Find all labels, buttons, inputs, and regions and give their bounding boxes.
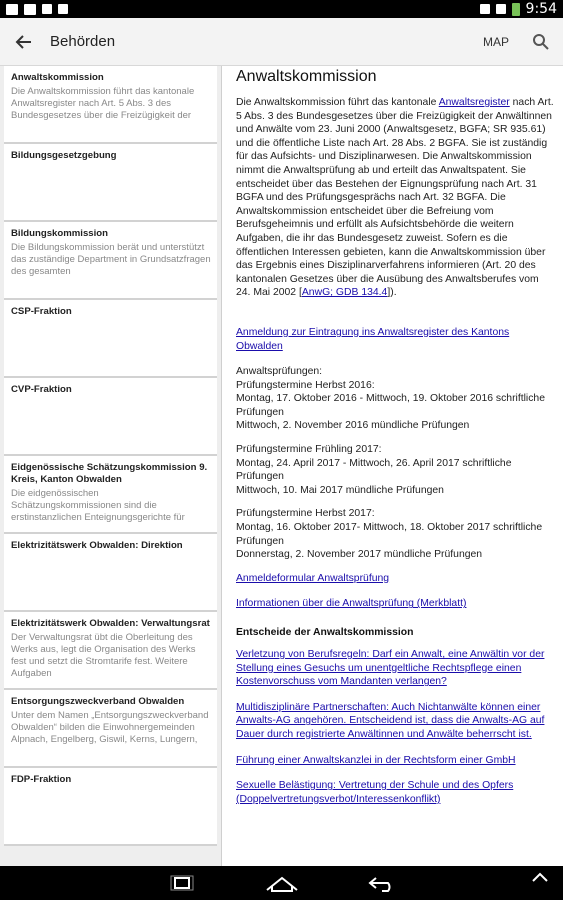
list-item[interactable] [4, 66, 217, 144]
anwaltsregister-link[interactable]: Anwaltsregister [438, 97, 510, 108]
shop-icon [58, 4, 68, 14]
pruefungen-heading: Anwaltsprüfungen: [236, 366, 323, 378]
list-item[interactable] [4, 144, 217, 222]
list-item-title: Bildungskommission [11, 228, 109, 239]
intro-text-1: Die Anwaltskommission führt das kantonale [236, 97, 439, 108]
detail-intro [236, 96, 554, 300]
wifi-icon [496, 4, 506, 14]
list-item-title: CVP-Fraktion [11, 384, 72, 395]
back-button[interactable] [0, 18, 48, 66]
notification-icon [6, 4, 18, 15]
list-item[interactable] [4, 300, 217, 378]
list-item-desc: Unter dem Namen „Entsorgungszweckverband Obwalden“ bilden die Einwohnergemeinden Alpnach, Engelberg, Giswil, Kerns, Lungern, [11, 710, 209, 745]
status-bar [0, 0, 563, 18]
list-item[interactable] [4, 222, 217, 300]
action-bar [0, 18, 563, 66]
intro-text-3: ]). [387, 287, 397, 299]
list-item[interactable] [4, 456, 217, 534]
anwg-link[interactable]: AnwG; GDB 134.4 [301, 287, 388, 299]
back-nav-icon [368, 874, 396, 892]
battery-icon [512, 3, 520, 16]
entscheid-link-1[interactable]: Verletzung von Berufsregeln: Darf ein Anwalt, eine Anwältin vor der Stellung eines Gesuchs um unentgeltliche Rechtspflege einen Kostenvorschuss vom Mandanten verlangen? [236, 649, 545, 688]
list-item[interactable] [4, 612, 217, 690]
merkblatt-link[interactable]: Informationen über die Anwaltsprüfung (Merkblatt) [236, 598, 467, 610]
list-item-desc: Die eidgenössischen Schätzungskommissionen sind die erstinstanzlichen Enteignungsgerichte für [11, 488, 185, 523]
page-title: Behörden [50, 33, 116, 50]
collapse-button[interactable] [531, 870, 549, 888]
list-item-desc: Der Verwaltungsrat übt die Oberleitung des Werks aus, legt die Organisation des Werks fest und setzt die Stromtarife fest. Weitere Aufgaben [11, 632, 196, 679]
list-item-title: CSP-Fraktion [11, 306, 72, 317]
authority-list [0, 66, 222, 866]
mail-icon [42, 4, 52, 14]
pruefung-fruehling-2017: Prüfungstermine Frühling 2017: Montag, 24. April 2017 - Mittwoch, 26. April 2017 schriftliche Prüfungen Mittwoch, 10. Mai 2017 mündliche Prüfungen [236, 444, 512, 496]
list-item-title: Entsorgungszweckverband Obwalden [11, 696, 185, 707]
mute-icon [480, 4, 490, 14]
anmeldung-link[interactable]: Anmeldung zur Eintragung ins Anwaltsregister des Kantons Obwalden [236, 326, 510, 352]
list-item-title: Eidgenössische Schätzungskommission 9. Kreis, Kanton Obwalden [11, 462, 208, 485]
system-nav-bar [0, 866, 563, 900]
pruefung-herbst-2016: Prüfungstermine Herbst 2016: Montag, 17. Oktober 2016 - Mittwoch, 19. Oktober 2016 schriftliche Prüfungen Mittwoch, 2. November 2016 mündliche Prüfungen [236, 379, 545, 432]
anmeldeformular-link[interactable]: Anmeldeformular Anwaltsprüfung [236, 572, 390, 584]
list-item-desc: Die Anwaltskommission führt das kantonale Anwaltsregister nach Art. 5 Abs. 3 des Bundesgesetzes über die Freizügigkeit der [11, 86, 195, 121]
recent-apps-icon [169, 875, 195, 891]
list-item-title: Anwaltskommission [11, 72, 104, 83]
detail-title: Anwaltskommission [236, 68, 377, 85]
list-item-title: Bildungsgesetzgebung [11, 150, 117, 161]
entscheid-link-2[interactable]: Multidisziplinäre Partnerschaften: Auch Nichtanwälte können einer Anwalts-AG angehören. Entscheidend ist, dass die Anwalts-AG auf Dauer durch registrierte Anwältinnen und Anwälte beherrscht ist. [236, 701, 545, 740]
list-item[interactable] [4, 768, 217, 846]
map-button[interactable]: MAP [482, 34, 509, 49]
list-item[interactable] [4, 690, 217, 768]
list-item-desc: Die Bildungskommission berät und unterstützt das zuständige Department in Grundsatzfragen des gesamten [11, 242, 211, 277]
recent-apps-button[interactable] [162, 869, 202, 897]
list-item-title: Elektrizitätswerk Obwalden: Verwaltungsrat [11, 618, 210, 629]
intro-text-2: nach Art. 5 Abs. 3 des Bundesgesetzes über die Freizügigkeit der Anwältinnen und Anwälte vom 23. Juni 2000 (Anwaltsgesetz, BGFA; SR 935.61) und die öffentliche Liste nach Art. 28 Abs. 2 BGFA. Sie ist zuständig für das Aufsichts- und Disziplinarwesen. Die Anwaltskommission nimmt die Anwaltsprüfung ab und erteilt das Anwaltspatent. Sie entscheidet über das Bestehen der Eignungsprüfung nach Art. 31 BGFA und des Prüfungsgesprächs nach Art. 32 BGFA. Die Anwaltskommission entscheidet über die Befreiung vom Berufsgeheimnis und erfüllt als Aufsichtsbehörde die weitern Aufgaben, die ihr das Bundesgesetz zuweist. Sofern es die öffentlichen Interessen gebieten, kann die Anwaltskommission über das Ergebnis eines Disziplinarverfahrens informieren (Art. 20 des kantonalen Gesetzes über die Ausübung des Anwaltsberufes vom 24. Mai 2002 [ [236, 97, 554, 299]
back-nav-button[interactable] [362, 869, 402, 897]
entscheid-link-3[interactable]: Führung einer Anwaltskanzlei in der Rechtsform einer GmbH [236, 754, 516, 766]
list-item[interactable] [4, 378, 217, 456]
status-time: 9:54 [525, 1, 557, 17]
search-icon [532, 33, 550, 51]
entscheide-title: Entscheide der Anwaltskommission [236, 627, 414, 638]
image-icon [24, 4, 36, 15]
home-icon [265, 874, 299, 892]
detail-content [230, 66, 560, 866]
list-item-title: Elektrizitätswerk Obwalden: Direktion [11, 540, 183, 551]
pruefung-herbst-2017: Prüfungstermine Herbst 2017: Montag, 16. Oktober 2017- Mittwoch, 18. Oktober 2017 schriftliche Prüfungen Donnerstag, 2. November 2017 mündliche Prüfungen [236, 508, 543, 561]
entscheid-link-4[interactable]: Sexuelle Belästigung: Vertretung der Schule und des Opfers (Doppelvertretungsverbot/Interessenkonflikt) [236, 780, 514, 805]
list-item-title: FDP-Fraktion [11, 774, 72, 785]
chevron-up-icon [531, 871, 549, 883]
home-button[interactable] [262, 869, 302, 897]
back-arrow-icon [15, 33, 33, 51]
search-button[interactable] [519, 18, 563, 66]
list-item[interactable] [4, 534, 217, 612]
